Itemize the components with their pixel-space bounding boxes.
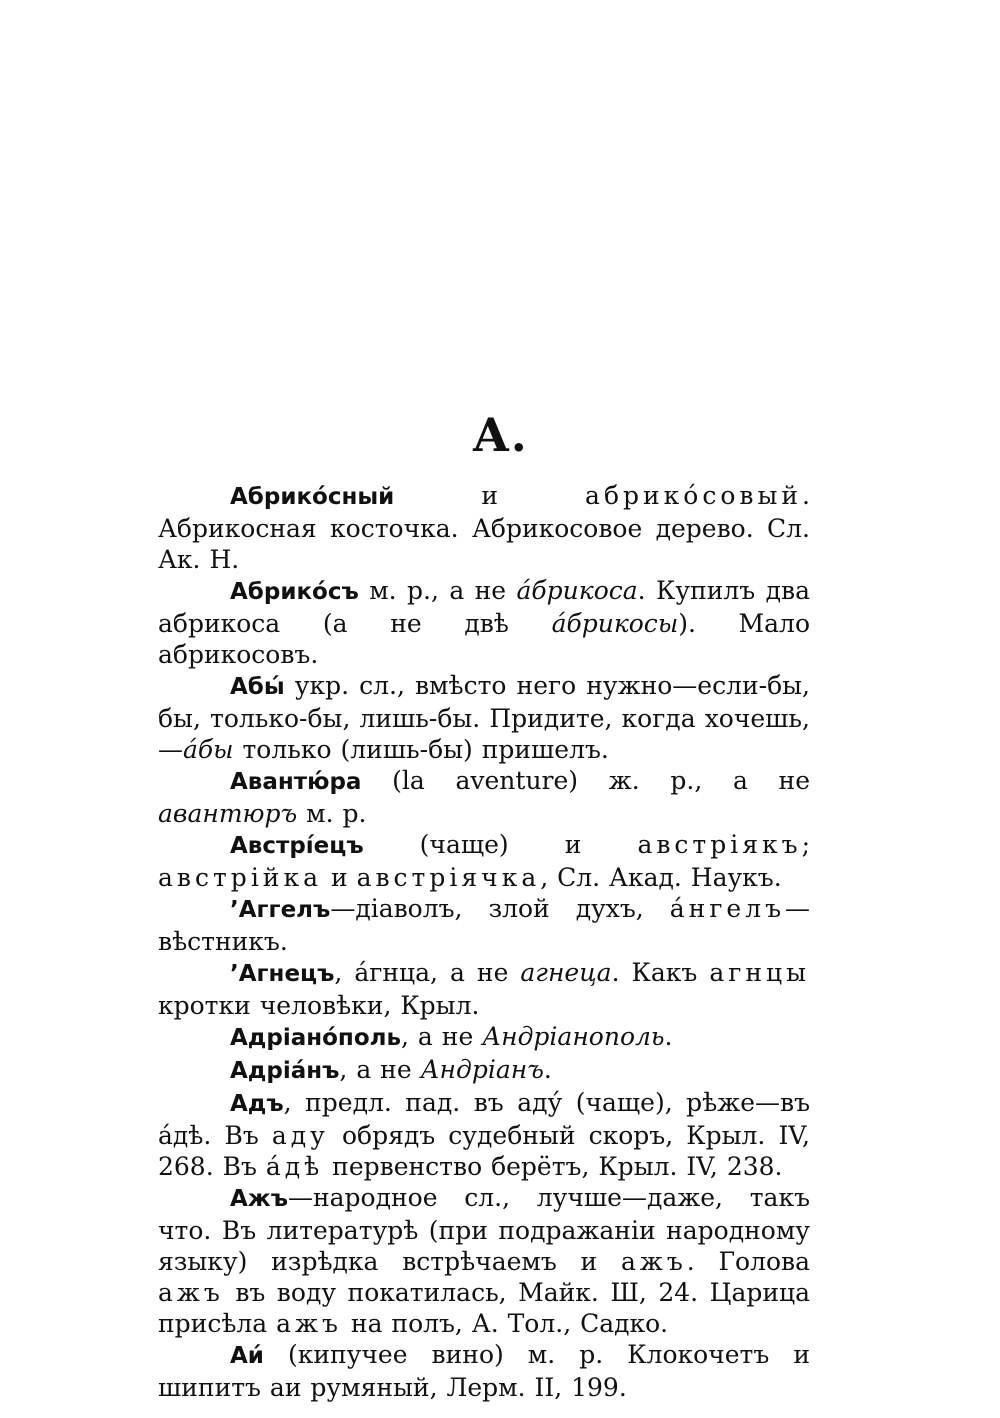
spaced-word: абрикóсовый: [585, 481, 803, 510]
entry-text: , а не: [401, 1022, 483, 1051]
spaced-word: австріякъ: [637, 830, 802, 859]
entry-text: . Какъ: [611, 958, 710, 987]
italic-word: áбрикоса: [516, 576, 638, 605]
entry-aby: [158, 670, 810, 765]
entry-text: ). Мало абрикосовъ.: [158, 609, 810, 669]
spaced-word: аду: [271, 1121, 329, 1150]
headword: Адріанóполь: [230, 1025, 402, 1051]
italic-word: авантюръ: [158, 799, 298, 828]
entry-text: и: [394, 481, 586, 510]
italic-word: áбрикосы: [551, 609, 679, 638]
entry-text: и: [322, 863, 357, 892]
entry-text: , áгнца, а не: [334, 958, 521, 987]
entry-adrianopol: [158, 1021, 810, 1054]
headword: Абы́: [230, 674, 285, 700]
entry-text: .: [543, 1055, 552, 1084]
entry-ai: [158, 1339, 810, 1403]
entry-text: первенство берётъ, Крыл. IV, 238.: [323, 1152, 783, 1181]
entry-text: (кипучее вино) м. р. Клокочетъ и шипитъ аи румяный, Лерм. II, 199.: [158, 1340, 810, 1402]
headword: Ажъ: [230, 1186, 288, 1212]
headword: Абрикóсъ: [230, 579, 359, 605]
entry-abrikos: [158, 575, 810, 670]
headword: Австрі́ецъ: [230, 833, 364, 859]
entry-text: .: [664, 1022, 673, 1051]
entry-avantyura: [158, 765, 810, 829]
entry-abrikosny: [158, 480, 810, 575]
spaced-word: австріячка: [356, 863, 541, 892]
spaced-word: ажъ: [158, 1278, 224, 1307]
entry-text: обрядъ судебный скоръ, Крыл. IV, 268. Въ: [158, 1121, 810, 1181]
entry-text: на полъ, А. Тол., Садко.: [341, 1309, 669, 1338]
entry-text: ;: [801, 830, 810, 859]
headword: Аи́: [230, 1343, 264, 1369]
headword: Адъ: [230, 1091, 284, 1117]
italic-word: Андріанополь: [482, 1022, 665, 1051]
entry-ad: [158, 1087, 810, 1182]
headword: ’Агнецъ: [230, 961, 335, 987]
entry-text: —народное сл., лучше—даже, такъ что. Въ литературѣ (при подражаніи народному языку) изрѣдка встрѣчаемъ и: [158, 1183, 810, 1276]
entry-agnets: [158, 957, 810, 1021]
entry-text: . Голова: [686, 1247, 810, 1276]
spaced-word: агнцы: [709, 958, 810, 987]
spaced-word: австрійка: [158, 863, 323, 892]
entry-text: . Абрикосная косточка. Абрикосовое дерево. Сл. Ак. Н.: [158, 481, 810, 574]
entry-text: , а не: [339, 1055, 421, 1084]
spaced-word: áнгелъ: [669, 894, 785, 923]
entry-text: въ воду покатилась, Майк. Ш, 24. Царица присѣла: [158, 1278, 810, 1338]
entry-text: —діаволъ, злой духъ,: [330, 894, 670, 923]
entry-text: укр. сл., вмѣсто него нужно—если-бы, бы, только-бы, лишь-бы. Придите, когда хочешь,—: [158, 671, 810, 764]
headword: Адріáнъ: [230, 1058, 340, 1084]
entry-text: м. р.: [297, 799, 367, 828]
entry-text: кротки человѣки, Крыл.: [158, 991, 480, 1020]
entry-text: , Сл. Акад. Наукъ.: [540, 863, 782, 892]
headword: Авантю́ра: [230, 769, 362, 795]
entry-list: [158, 480, 810, 1403]
spaced-word: ажъ: [276, 1309, 342, 1338]
italic-word: áбы: [183, 735, 234, 764]
entry-avstriets: [158, 829, 810, 893]
italic-word: агнеца: [520, 958, 612, 987]
entry-adrian: [158, 1054, 810, 1087]
entry-aggel: [158, 893, 810, 957]
entry-text: —вѣстникъ.: [158, 894, 810, 956]
entry-azh: [158, 1182, 810, 1339]
headword: ’Аггелъ: [230, 897, 331, 923]
section-letter-heading: А.: [472, 408, 528, 462]
entry-text: . Купилъ два абрикоса (а не двѣ: [158, 576, 810, 638]
entry-text: , предл. пад. въ аду́ (чаще), рѣже—въ áдѣ. Въ: [158, 1088, 810, 1150]
entry-text: только (лишь-бы) пришелъ.: [233, 735, 609, 764]
entry-text: (чаще) и: [363, 830, 638, 859]
entry-text: м. р., а не: [358, 576, 517, 605]
spaced-word: ажъ: [620, 1247, 687, 1276]
entry-text: (la aventure) ж. р., а не: [361, 766, 810, 795]
spaced-word: áдѣ: [265, 1152, 324, 1181]
headword: Абрикóсный: [230, 484, 395, 510]
italic-word: Андріанъ: [420, 1055, 544, 1084]
